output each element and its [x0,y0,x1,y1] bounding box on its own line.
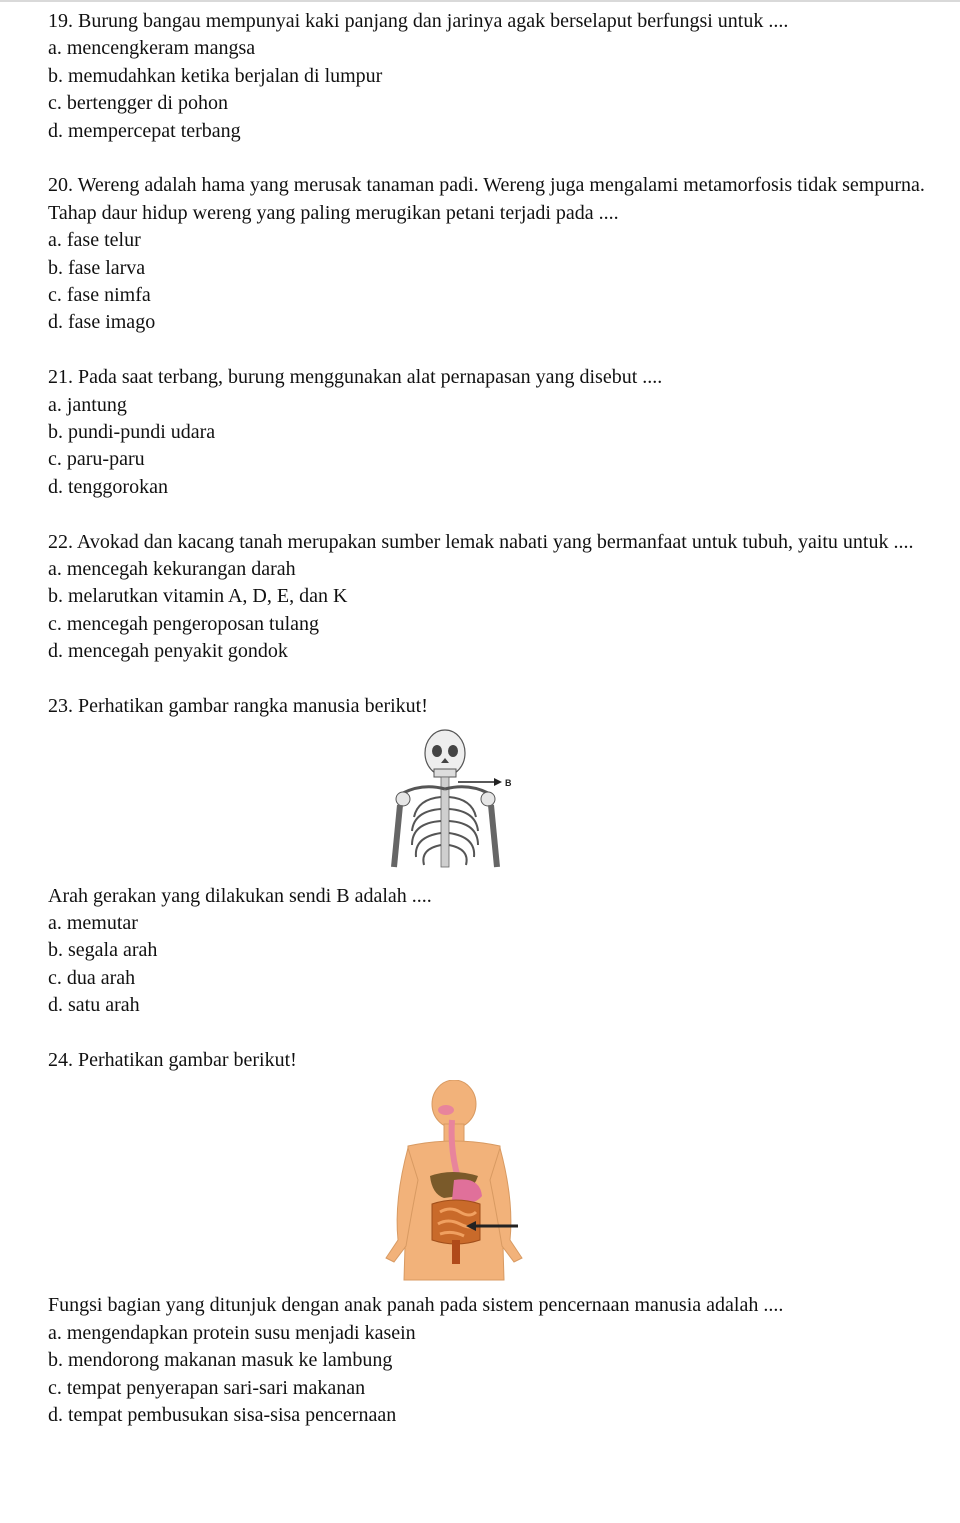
option-d[interactable]: d. fase imago [48,311,156,334]
option-d[interactable]: d. mencegah penyakit gondok [48,640,288,663]
question-stem: 23. Perhatikan gambar rangka manusia berikut! [48,695,428,718]
option-d[interactable]: d. tenggorokan [48,475,168,498]
question-22 [48,529,938,666]
option-b[interactable]: b. melarutkan vitamin A, D, E, dan K [48,585,348,608]
option-b[interactable]: b. fase larva [48,256,146,279]
digestive-figure [48,1080,938,1286]
top-border [0,0,960,2]
digestive-system-illustration [48,1080,548,1286]
option-c[interactable]: c. fase nimfa [48,284,151,307]
question-stem: 22. Avokad dan kacang tanah merupakan sumber lemak nabati yang bermanfaat untuk tubuh, yaitu untuk .... [48,530,914,553]
option-d[interactable]: d. mempercepat terbang [48,119,241,142]
option-a[interactable]: a. mencegah kekurangan darah [48,558,296,581]
option-b[interactable]: b. segala arah [48,939,158,962]
joint-label-b: B [505,777,512,788]
question-sheet [48,8,938,1429]
option-d[interactable]: d. tempat pembusukan sisa-sisa pencernaan [48,1403,397,1426]
question-stem: 21. Pada saat terbang, burung menggunakan alat pernapasan yang disebut .... [48,366,663,389]
option-d[interactable]: d. satu arah [48,994,140,1017]
skeleton-illustration [48,727,548,877]
option-a[interactable]: a. fase telur [48,229,141,252]
option-c[interactable]: c. paru-paru [48,448,145,471]
question-19 [48,8,938,145]
option-a[interactable]: a. mengendapkan protein susu menjadi kasein [48,1321,416,1344]
question-23 [48,693,938,1019]
option-a[interactable]: a. jantung [48,393,127,416]
question-21 [48,364,938,501]
option-c[interactable]: c. dua arah [48,966,136,989]
question-stem: 19. Burung bangau mempunyai kaki panjang dan jarinya agak berselaput berfungsi untuk .... [48,10,789,32]
option-c[interactable]: c. mencegah pengeroposan tulang [48,612,320,635]
option-a[interactable]: a. memutar [48,911,138,934]
question-stem: 24. Perhatikan gambar berikut! [48,1048,297,1071]
option-a[interactable]: a. mencengkeram mangsa [48,37,256,60]
option-b[interactable]: b. pundi-pundi udara [48,421,216,444]
question-prompt: Fungsi bagian yang ditunjuk dengan anak panah pada sistem pencernaan manusia adalah .... [48,1294,784,1317]
option-b[interactable]: b. memudahkan ketika berjalan di lumpur [48,64,383,87]
question-20 [48,172,938,336]
option-c[interactable]: c. bertengger di pohon [48,92,228,115]
question-prompt: Arah gerakan yang dilakukan sendi B adalah .... [48,884,432,907]
skeleton-figure [48,727,938,877]
question-stem: 20. Wereng adalah hama yang merusak tanaman padi. Wereng juga mengalami metamorfosis tidak sempurna. Tahap daur hidup wereng yang paling merugikan petani terjadi pada .... [48,174,925,224]
question-24 [48,1047,938,1429]
option-b[interactable]: b. mendorong makanan masuk ke lambung [48,1349,393,1372]
option-c[interactable]: c. tempat penyerapan sari-sari makanan [48,1376,366,1399]
